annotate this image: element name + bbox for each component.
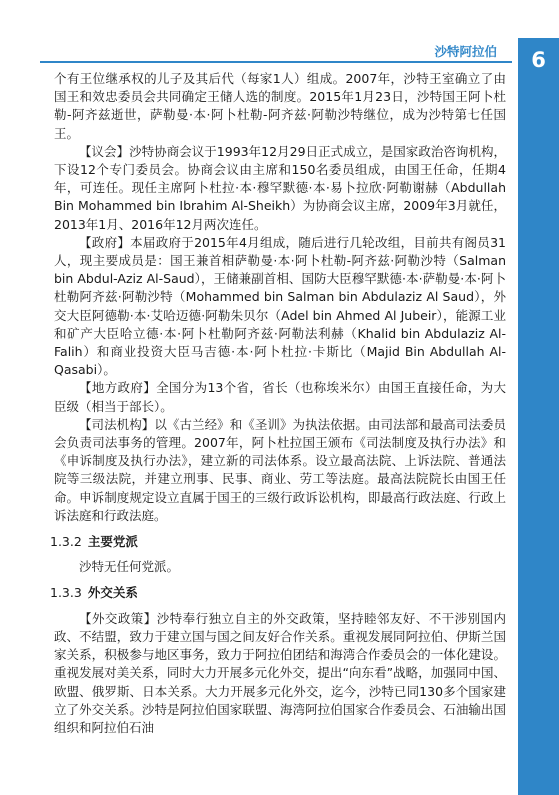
government-paragraph: 【政府】本届政府于2015年4月组成，随后进行几轮改组，目前共有阁员31人，现主要成员是：国王兼首相萨勒曼·本·阿卜杜勒-阿齐兹·阿勒沙特（Salman bin Abdul-Aziz Al-Saud），王储兼副首相、国防大臣穆罕默德·本·萨勒曼·本·阿卜杜勒阿齐兹·阿勒沙特（Mohammed bin Salman bin Abdulaziz Al Saud），外交大臣阿德勒·本·艾哈迈德·阿勒朱贝尔（Adel bin Ahmed Al Jubeir），能源工业和矿产大臣哈立德·本·阿卜杜勒阿齐兹·阿勒法利赫（Khalid bin Abdulaziz Al-Falih）和商业投资大臣马吉德·本·阿卜杜拉·卡斯比（Majid Bin Abdullah Al-Qasabi）。	[54, 234, 506, 378]
section-title: 外交关系	[87, 585, 138, 601]
parties-paragraph: 沙特无任何党派。	[79, 559, 180, 575]
local-government-paragraph: 【地方政府】全国分为13个省，省长（也称埃米尔）由国王直接任命，为大臣级（相当于部长）。	[54, 380, 506, 414]
chapter-title: 沙特阿拉伯	[434, 44, 497, 59]
judiciary-paragraph: 【司法机构】以《古兰经》和《圣训》为执法依据。由司法部和最高司法委员会负责司法事务的管理。2007年，阿卜杜拉国王颁布《司法制度及执行办法》和《申诉制度及执行办法》，建立新的司法体系。设立最高法院、上诉法院、普通法院等三级法院，并建立刑事、民事、商业、劳工等法庭。最高法院院长由国王任命。申诉制度规定设立直属于国王的三级行政诉讼机构，即最高行政法庭、行政上诉法庭和行政法庭。	[54, 416, 506, 523]
header-divider	[40, 61, 512, 63]
section-number: 1.3.3	[50, 585, 82, 601]
section-heading-parties	[50, 533, 506, 551]
foreign-policy-paragraph: 【外交政策】沙特奉行独立自主的外交政策，坚持睦邻友好、不干涉别国内政、不结盟，致力于建立国与国之间友好合作关系。重视发展同阿拉伯、伊斯兰国家关系，积极参与地区事务，致力于阿拉伯团结和海湾合作委员会的一体化建设。重视发展对美关系，同时大力开展多元化外交，提出“向东看”战略，加强同中国、欧盟、俄罗斯、日本关系。大力开展多元化外交，迄今，沙特已同130多个国家建立了外交关系。沙特是阿拉伯国家联盟、海湾阿拉伯国家合作委员会、石油输出国组织和阿拉伯石油	[54, 610, 506, 735]
section-number: 1.3.2	[50, 534, 82, 550]
intro-paragraph: 个有王位继承权的儿子及其后代（每家1人）组成。2007年，沙特王室确立了由国王和效忠委员会共同确定王储人选的制度。2015年1月23日，沙特国王阿卜杜勒-阿齐兹逝世，萨勒曼·本·阿卜杜勒-阿齐兹·阿勒沙特继位，成为沙特第七任国王。	[54, 71, 506, 141]
section-heading-foreign-relations	[50, 584, 506, 602]
section-title: 主要党派	[87, 534, 138, 550]
chapter-side-tab	[518, 38, 559, 795]
page-body	[50, 70, 506, 737]
page-number: 6	[531, 48, 546, 72]
council-paragraph: 【议会】沙特协商会议于1993年12月29日正式成立，是国家政治咨询机构，下设12个专门委员会。协商会议由主席和150名委员组成，由国王任命，任期4年，可连任。现任主席阿卜杜拉·本·穆罕默德·本·易卜拉欣·阿勒谢赫（Abdullah Bin Mohammed bin Ibrahim Al-Sheikh）为协商会议主席，2009年3月就任，2013年1月、2016年12月两次连任。	[54, 143, 506, 232]
